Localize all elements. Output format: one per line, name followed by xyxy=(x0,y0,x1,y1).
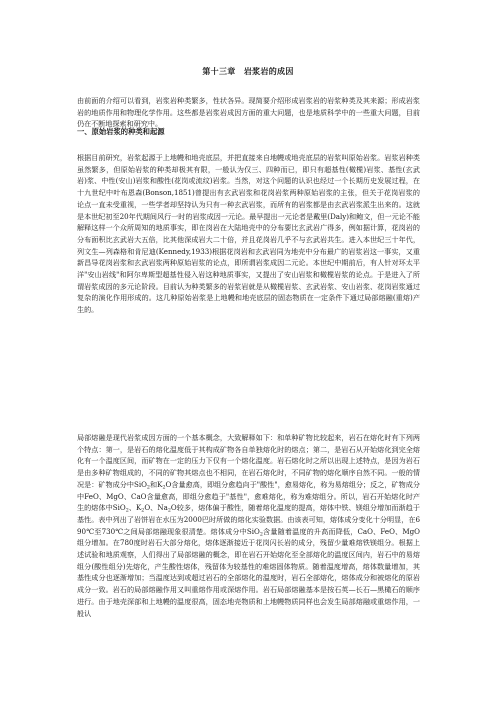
subscript-2: 2 xyxy=(259,532,263,538)
chapter-title: 第十三章 岩浆岩的成因 xyxy=(202,67,294,76)
subscript-2: 2 xyxy=(162,485,166,491)
subscript-2: 2 xyxy=(167,508,171,514)
subscript-2: 2 xyxy=(146,485,150,491)
paragraph-2-text-g: 含量随着温度的升高而降低，CaO、FeO、MgO组分增加。在780度时岩石大部分熔化，熔体逐渐接近于花岗闪长岩的成分，残留少量难熔铁镁组分。根据上述试验和地质观察，人们得出了局部熔融的概念，即在岩石开始熔化至全部熔化的温度区间内，岩石中的易熔组分(酸性组分)先熔化，产生酸性熔体，残留体为较基性的难熔固体物质。随着温度增高，熔体数量增加，其基性成分也逐渐增加；当温度达到或超过岩石的全部熔化的温度时，岩石全部熔化，熔体成分和被熔化的原岩成分一致。岩石的局部熔融作用又叫重熔作用或深熔作用。岩石局部熔融基本是按石英—长石—黑橄石的顺序进行。由于地壳深部和上地幔的温度很高，固态地壳物质和上地幔物质同样也会发生局部熔融或重熔作用，一般认 xyxy=(77,526,421,618)
intro-paragraph: 由前面的介绍可以看到，岩浆岩种类繁多，性状各异。现简要介绍形成岩浆岩的岩浆种类及其来源；形成岩浆岩的地质作用和物理化学作用。这些都是岩浆岩成因方面的重大问题，也是地质科学中的一些重大问题，目前仍在不断地探索和研究中。 xyxy=(77,96,420,129)
subscript-2: 2 xyxy=(125,508,129,514)
paragraph-2-text-a: 局部熔融是现代岩浆成因方面的一个基本概念，大致解释如下：和单种矿物比较起来，岩石在熔化时有下列两个特点：第一，是岩石的熔化温度低于其构成矿物各自单独熔化时的熔点；第二，是岩石从开始熔化到完全熔化有一个温度区间，而矿物在一定的压力下仅有一个熔化温度。岩石熔化时之所以出现上述特点，是因为岩石是由多种矿物组成的，不同的矿物其熔点也不相同，在岩石熔化时，不同矿物的熔化顺序自然不同。一般的情况是：矿物成分中SiO xyxy=(77,433,420,489)
paragraph-2-text-b: 和K xyxy=(149,479,163,489)
subscript-2: 2 xyxy=(141,508,145,514)
paragraph-2-text-d: 、K xyxy=(128,503,142,513)
paragraph-2-text-e: O、Na xyxy=(144,503,168,513)
body-paragraph-1: 根据目前研究，岩浆起源于上地幔和地壳底层，并把直接来自地幔或地壳底层的岩浆叫原始岩浆。岩浆岩种类虽然繁多，但原始岩浆的种类却极其有限，一般认为仅三、四种而已，即只有超基性(橄榄)岩浆、基性(玄武岩)浆、中性(安山)岩浆和酸性(花岗或流纹)岩浆。当然，对这个问题的认识也经过一个长期历史发展过程，在十九世纪中叶布恩森(Bonson,1851)曾提出有玄武岩浆和花岗岩浆两种原始岩浆的主张，但关于花岗岩浆的论点一直未受重视，一些学者却坚持认为只有一种玄武岩浆，而所有的岩浆都是由玄武岩浆派生出来的。这就是本世纪初至20年代期间风行一时的岩浆成因一元论。最早提出一元论者是戴里(Daly)和鲍文，但一元论不能解释这样一个众所周知的地质事实，即在岗岩在大陆地壳中的分布要比玄武岩广得多，例如据计算，花岗岩的分布面积比玄武岩大五倍，比其他深成岩大二十倍，并且花岗岩几乎不与玄武岩共生。进入本世纪三十年代，列文生—列森格和肯尼迪(Kennedy,1933)根据花岗岩和玄武岩同为地壳中分布最广的岩浆岩这一事实，又重新昌导花岗岩浆和玄武岩浆两种原始岩浆的论点，即所谓岩浆成因二元论。本世纪中期前后，有人针对环太平洋"安山岩线"和阿尔卑斯型超基性侵入岩这种地质事实，又提出了安山岩浆和橄榄岩浆的论点。于是进入了所谓岩浆成因的多元论阶段。目前认为种类繁多的岩浆岩就是从橄榄岩浆、玄武岩浆、安山岩浆、花岗岩浆通过复杂的演化作用形成的。这几种原始岩浆是上地幔和地壳底层的固态物质在一定条件下通过局部熔融(重熔)产生的。 xyxy=(77,153,420,315)
paragraph-2-text-c: O含量愈高，即组分愈趋向于"酸性"，愈易熔化，称为易熔组分；反之，矿物成分中FeO、MgO、CaO含量愈高，即组分愈趋于"基性"，愈难熔化，称为难熔组分。所以，岩石开始熔化时产生的熔体中SiO xyxy=(77,479,420,513)
paragraph-2-text-f: O较多，熔体偏于酸性，随着熔化温度的提高，熔体中铁、镁组分增加而渐趋于基性。表中列出了岩饼岩在水压为2000巴时所做的熔化实验数据。由该表可知，熔体成分变化十分明显，在690℃至730℃之间局部熔融现象很清楚。熔体成分中SiO xyxy=(77,503,420,536)
body-paragraph-2 xyxy=(77,432,420,619)
section-heading: 一、原始岩浆的种类和起源 xyxy=(77,127,165,136)
